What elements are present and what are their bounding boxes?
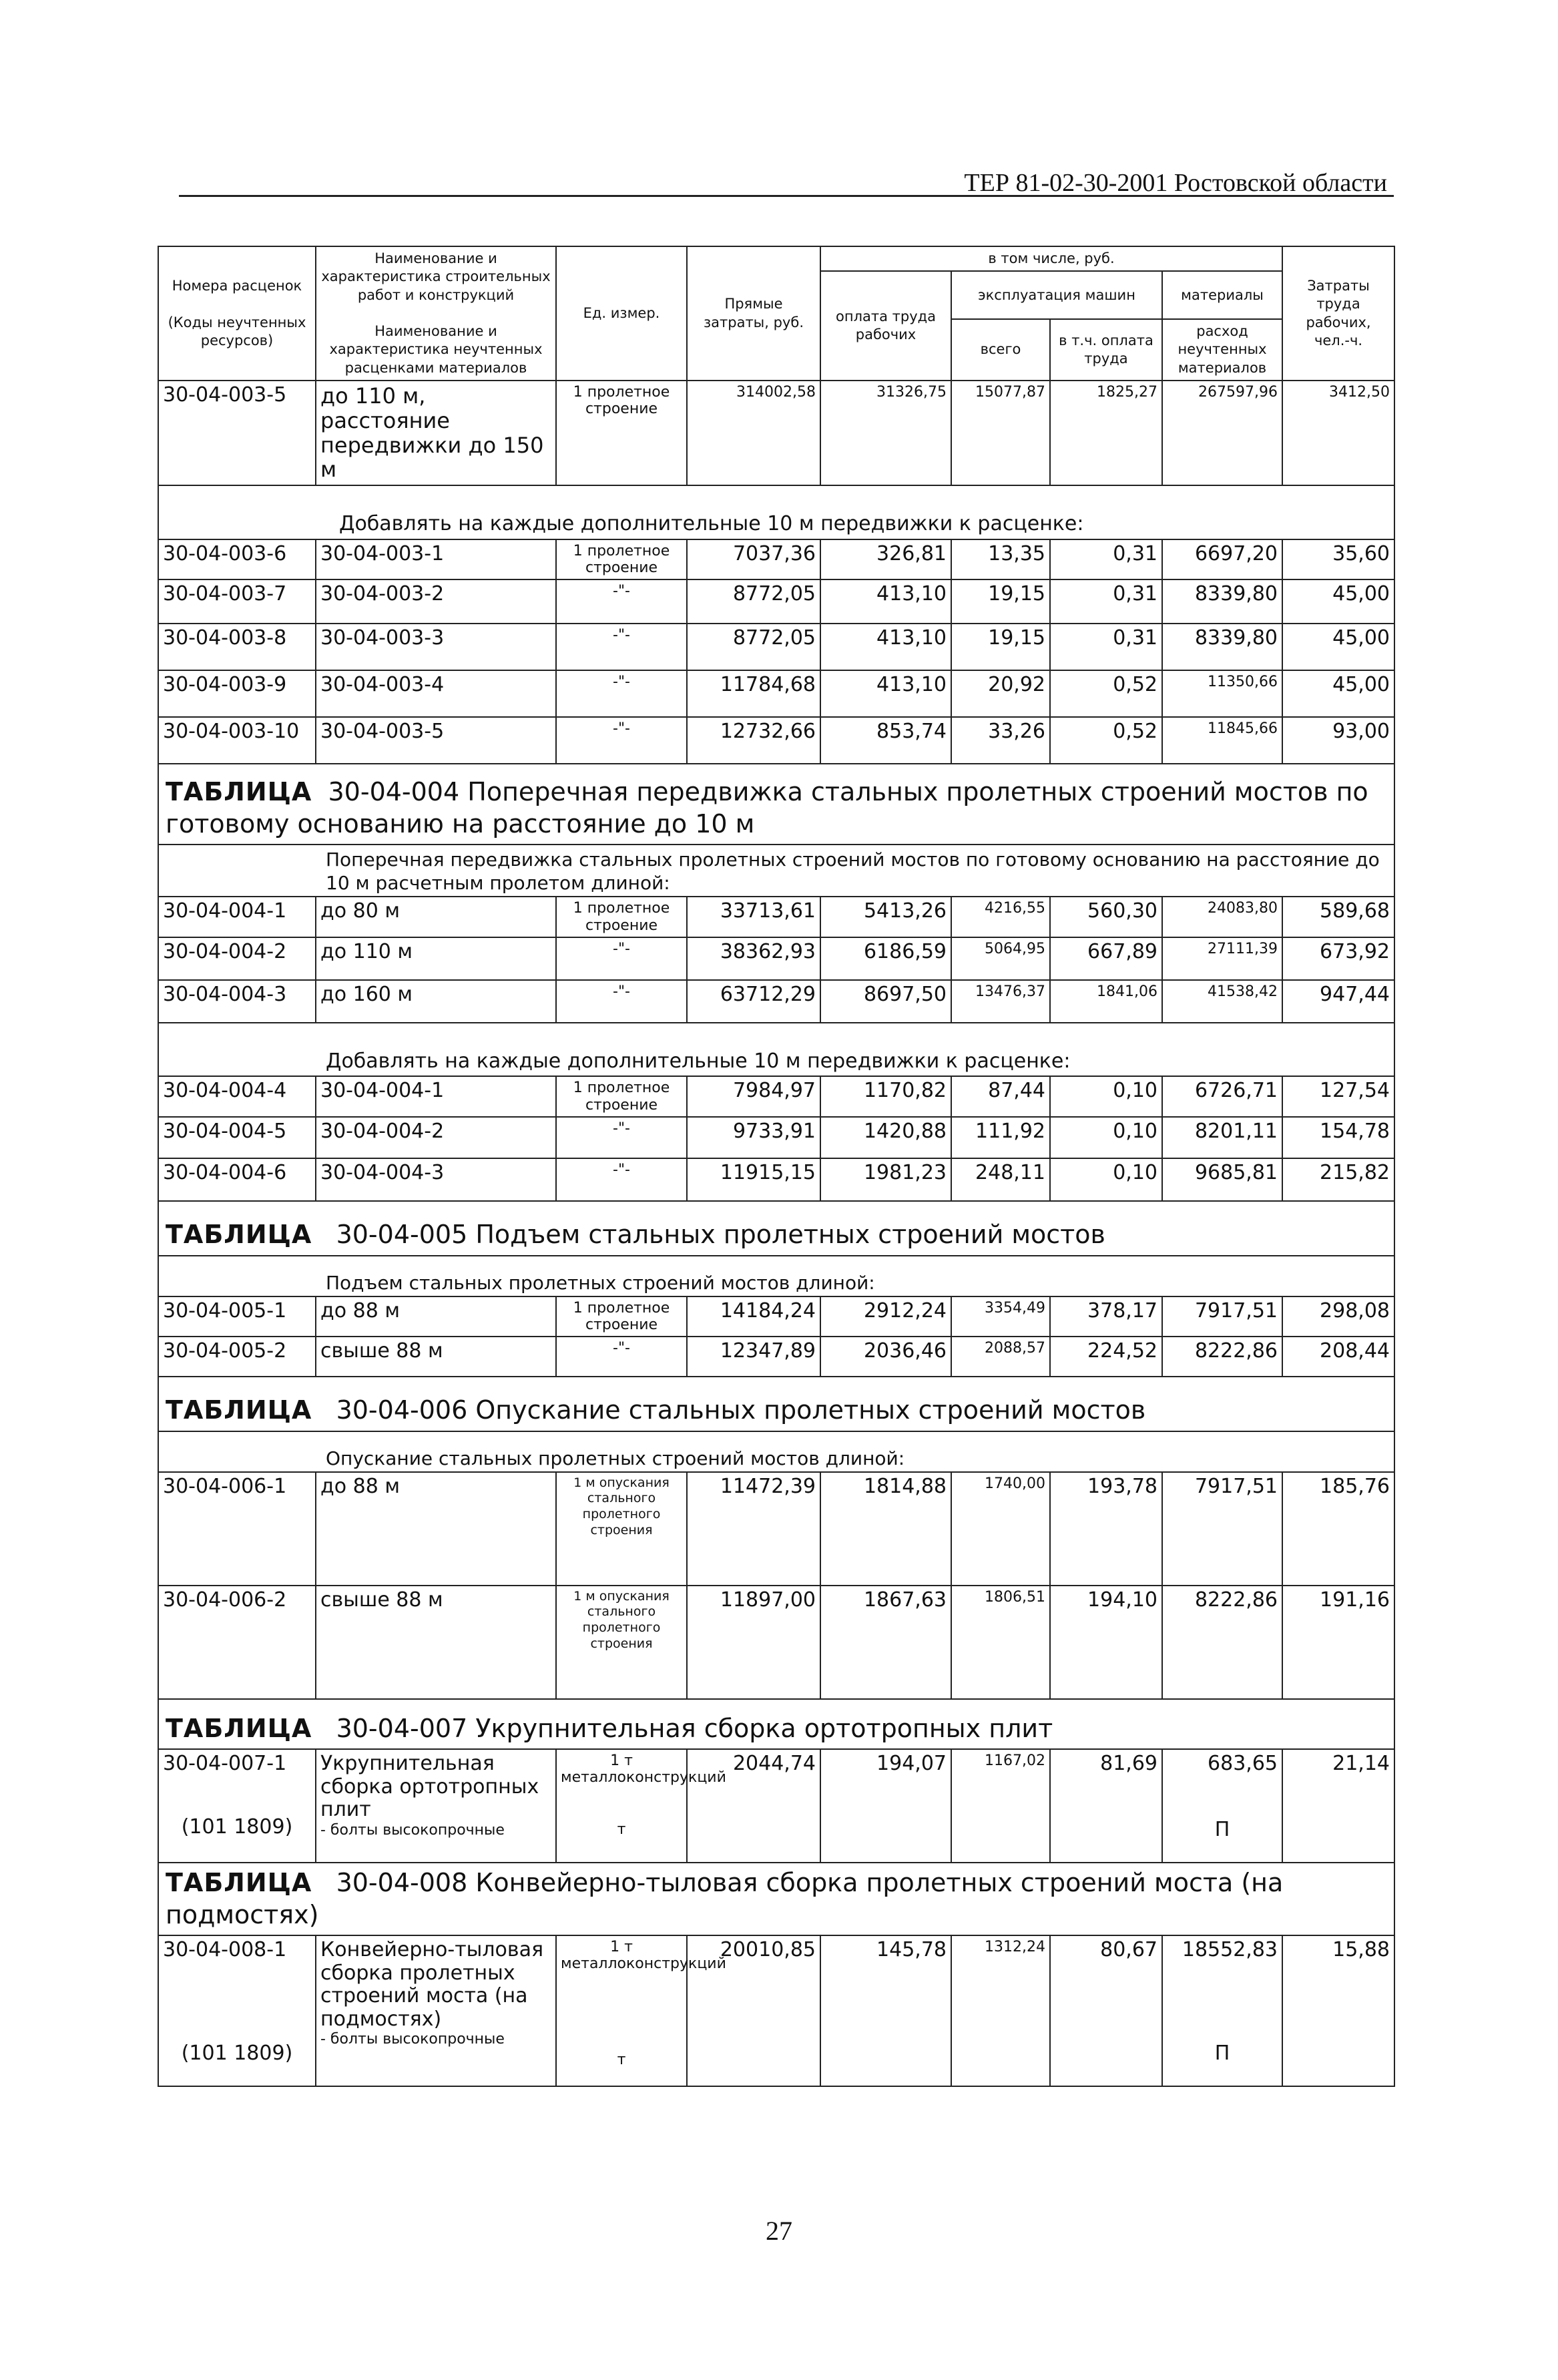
rate-unit: -"- [556,717,687,764]
cell: 185,76 [1282,1472,1394,1586]
col-direct: Прямые затраты, руб. [687,246,820,381]
cell: 15,88 [1282,1935,1394,2086]
rate-name: 30-04-004-2 [316,1117,556,1158]
cell: 3354,49 [951,1296,1050,1337]
cell: 7917,51 [1162,1472,1282,1586]
cell: 12347,89 [687,1337,820,1377]
cell: 8201,11 [1162,1117,1282,1158]
rate-name: 30-04-004-1 [316,1076,556,1117]
rate-unit: 1 м опускания стального пролетного строения [556,1472,687,1586]
cell: 7037,36 [687,539,820,580]
rate-code: 30-04-003-5 [158,381,316,485]
cell: 19,15 [951,579,1050,624]
cell: 9733,91 [687,1117,820,1158]
cell: 35,60 [1282,539,1394,580]
cell: 224,52 [1050,1337,1162,1377]
table-row [158,579,1394,624]
cell: 45,00 [1282,579,1394,624]
cell: 11915,15 [687,1158,820,1201]
rate-unit: 1 пролетное строение [556,897,687,937]
cell: 127,54 [1282,1076,1394,1117]
cell: 4216,55 [951,897,1050,937]
cell: 1420,88 [820,1117,951,1158]
table-row [158,937,1394,980]
table-row [158,1076,1394,1117]
cell: 5413,26 [820,897,951,937]
cell: 13476,37 [951,980,1050,1023]
table-title-text: Конвейерно-тыловая сборка пролетных строений моста (на подмостях) [166,1868,1284,1929]
rate-unit: 1 т металлоконструкций [561,1752,726,1787]
rate-code: 30-04-004-2 [158,937,316,980]
col-name-res: Наименование и характеристика неучтенных расценками материалов [329,323,543,376]
col-hours: Затраты труда рабочих, чел.-ч. [1282,246,1394,381]
cell: 413,10 [820,670,951,717]
cell: 1841,06 [1050,980,1162,1023]
rate-unit: -"- [556,670,687,717]
rate-code: 30-04-004-3 [158,980,316,1023]
resource-name: - болты высокопрочные [320,2031,505,2048]
table-header-row [158,246,1394,271]
cell: 0,10 [1050,1117,1162,1158]
cell: 15077,87 [951,381,1050,485]
cell: 0,10 [1050,1158,1162,1201]
rate-code: 30-04-003-9 [158,670,316,717]
rate-code: 30-04-006-2 [158,1586,316,1699]
rate-code: 30-04-005-2 [158,1337,316,1377]
rate-unit: 1 пролетное строение [556,1296,687,1337]
resource-unit: т [617,1821,626,1838]
cell: 673,92 [1282,937,1394,980]
table-title: ТАБЛИЦА 30-04-005 Подъем стальных пролетных строений мостов [158,1201,1394,1256]
cell: 8772,05 [687,624,820,670]
cell: 298,08 [1282,1296,1394,1337]
rate-name: 30-04-003-3 [316,624,556,670]
rate-unit: 1 пролетное строение [556,539,687,580]
table-row [158,624,1394,670]
cell: 1312,24 [951,1935,1050,2086]
rate-unit: -"- [556,937,687,980]
cell: 1740,00 [951,1472,1050,1586]
rate-code: 30-04-004-4 [158,1076,316,1117]
resource-code: (101 1809) [181,2041,293,2065]
rate-name: до 88 м [316,1472,556,1586]
cell: 11350,66 [1162,670,1282,717]
cell: 194,07 [820,1749,951,1863]
cell: 2044,74 [687,1749,820,1863]
resource-mark: П [1214,1817,1230,1841]
cell: 111,92 [951,1117,1050,1158]
cell: 560,30 [1050,897,1162,937]
cell: 81,69 [1050,1749,1162,1863]
rate-code: 30-04-004-1 [158,897,316,937]
rate-name: до 160 м [316,980,556,1023]
rate-unit: 1 пролетное строение [556,381,687,485]
table-title-text: Укрупнительная сборка ортотропных плит [475,1713,1053,1743]
cell: 1170,82 [820,1076,951,1117]
cell: 326,81 [820,539,951,580]
cell: 21,14 [1282,1749,1394,1863]
table-title: ТАБЛИЦА 30-04-006 Опускание стальных пролетных строений мостов [158,1377,1394,1431]
cell: 191,16 [1282,1586,1394,1699]
cell: 13,35 [951,539,1050,580]
cell: 6186,59 [820,937,951,980]
cell: 267597,96 [1162,381,1282,485]
rate-unit: 1 м опускания стального пролетного строения [556,1586,687,1699]
col-name: Наименование и характеристика строительных работ и конструкций [321,250,551,303]
rate-name: до 110 м [316,937,556,980]
cell: 11472,39 [687,1472,820,1586]
rate-unit: 1 т металлоконструкций [561,1939,726,1973]
cell: 2036,46 [820,1337,951,1377]
table-title-text: Поперечная передвижка стальных пролетных строений мостов по готовому основанию на расстояние до 10 м [166,777,1368,839]
rate-unit: -"- [556,1337,687,1377]
table-subtitle: Поперечная передвижка стальных пролетных строений мостов по готовому основанию на расстояние до 10 м расчетным пролетом длиной: [326,849,1380,895]
cell: 0,52 [1050,717,1162,764]
cell: 20010,85 [687,1935,820,2086]
table-row [158,1586,1394,1699]
rate-unit: -"- [556,1158,687,1201]
table-row [158,1296,1394,1337]
rate-name: Укрупнительная сборка ортотропных плит [320,1752,539,1822]
cell: 19,15 [951,624,1050,670]
cell: 2912,24 [820,1296,951,1337]
cell: 215,82 [1282,1158,1394,1201]
col-labor-pay: оплата труда рабочих [820,271,951,381]
table-row [158,1749,1394,1863]
cell: 683,65 [1208,1752,1278,1776]
resource-code: (101 1809) [181,1815,293,1839]
rate-name: 30-04-003-5 [316,717,556,764]
rate-unit: -"- [556,624,687,670]
running-header [179,168,1394,197]
cell: 63712,29 [687,980,820,1023]
cell: 41538,42 [1162,980,1282,1023]
cell: 0,31 [1050,579,1162,624]
rate-name: свыше 88 м [316,1586,556,1699]
cell: 1167,02 [951,1749,1050,1863]
table-row [158,381,1394,485]
cell: 0,52 [1050,670,1162,717]
cell: 8697,50 [820,980,951,1023]
cell: 11784,68 [687,670,820,717]
table-row [158,717,1394,764]
cell: 8772,05 [687,579,820,624]
cell: 45,00 [1282,670,1394,717]
table-title-text: Опускание стальных пролетных строений мостов [475,1395,1146,1425]
cell: 589,68 [1282,897,1394,937]
section-note: Добавлять на каждые дополнительные 10 м передвижки к расценке: [326,1049,1071,1073]
table-row [158,539,1394,580]
cell: 248,11 [951,1158,1050,1201]
col-incl: в том числе, руб. [820,246,1282,271]
cell: 11897,00 [687,1586,820,1699]
col-unit: Ед. измер. [556,246,687,381]
cell: 87,44 [951,1076,1050,1117]
col-machines-pay: в т.ч. оплата труда [1050,319,1162,381]
cell: 33,26 [951,717,1050,764]
table-title-text: Подъем стальных пролетных строений мостов [475,1220,1105,1250]
table-row [158,1337,1394,1377]
rate-code: 30-04-005-1 [158,1296,316,1337]
rate-unit: -"- [556,1117,687,1158]
cell: 947,44 [1282,980,1394,1023]
rate-code: 30-04-007-1 [163,1752,287,1776]
cell: 0,10 [1050,1076,1162,1117]
rate-code: 30-04-006-1 [158,1472,316,1586]
cell: 8222,86 [1162,1586,1282,1699]
cell: 11845,66 [1162,717,1282,764]
cell: 2088,57 [951,1337,1050,1377]
table-subtitle: Опускание стальных пролетных строений мостов длиной: [326,1447,905,1469]
cell: 413,10 [820,624,951,670]
cell: 7984,97 [687,1076,820,1117]
cell: 8222,86 [1162,1337,1282,1377]
cell: 14184,24 [687,1296,820,1337]
cell: 193,78 [1050,1472,1162,1586]
cell: 1981,23 [820,1158,951,1201]
page-number: 27 [766,2216,792,2246]
price-table [158,246,1395,2087]
col-code: Номера расценок [172,277,302,294]
table-title: ТАБЛИЦА 30-04-008 Конвейерно-тыловая сборка пролетных строений моста (на подмостях) [158,1863,1394,1935]
rate-name: 30-04-003-1 [316,539,556,580]
col-machines-total: всего [951,319,1050,381]
resource-mark: П [1214,2041,1230,2065]
rate-code: 30-04-003-10 [158,717,316,764]
rate-name: 30-04-003-2 [316,579,556,624]
cell: 154,78 [1282,1117,1394,1158]
table-row [158,897,1394,937]
price-table-sheet [158,246,1394,2087]
rate-name: Конвейерно-тыловая сборка пролетных строений моста (на подмостях) [320,1938,543,2031]
col-machines: эксплуатация машин [951,271,1162,319]
section-note: Добавлять на каждые дополнительные 10 м передвижки к расценке: [339,512,1084,536]
cell: 93,00 [1282,717,1394,764]
cell: 1806,51 [951,1586,1050,1699]
cell: 413,10 [820,579,951,624]
rate-unit: -"- [556,980,687,1023]
cell: 378,17 [1050,1296,1162,1337]
cell: 31326,75 [820,381,951,485]
cell: 45,00 [1282,624,1394,670]
rate-name: до 88 м [316,1296,556,1337]
table-row [158,1935,1394,2086]
cell: 9685,81 [1162,1158,1282,1201]
rate-code: 30-04-004-6 [158,1158,316,1201]
cell: 1814,88 [820,1472,951,1586]
cell: 24083,80 [1162,897,1282,937]
table-title: ТАБЛИЦА 30-04-004 Поперечная передвижка стальных пролетных строений мостов по готовому основанию на расстояние до 10 м [158,764,1394,845]
rate-name: 30-04-003-4 [316,670,556,717]
table-subtitle: Подъем стальных пролетных строений мостов длиной: [326,1271,875,1294]
table-row [158,1117,1394,1158]
cell: 7917,51 [1162,1296,1282,1337]
resource-name: - болты высокопрочные [320,1821,505,1839]
cell: 6726,71 [1162,1076,1282,1117]
cell: 33713,61 [687,897,820,937]
rate-name: 30-04-004-3 [316,1158,556,1201]
cell: 8339,80 [1162,579,1282,624]
cell: 853,74 [820,717,951,764]
rate-unit: 1 пролетное строение [556,1076,687,1117]
table-row [158,670,1394,717]
cell: 1867,63 [820,1586,951,1699]
cell: 1825,27 [1050,381,1162,485]
cell: 0,31 [1050,624,1162,670]
cell: 6697,20 [1162,539,1282,580]
table-row [158,980,1394,1023]
cell: 18552,83 [1182,1938,1278,1962]
resource-unit: т [617,2051,626,2068]
rate-code: 30-04-003-6 [158,539,316,580]
table-title: ТАБЛИЦА 30-04-007 Укрупнительная сборка ортотропных плит [158,1699,1394,1750]
rate-name: до 110 м, расстояние передвижки до 150 м [316,381,556,485]
rate-name: до 80 м [316,897,556,937]
table-row [158,1472,1394,1586]
rate-unit: -"- [556,579,687,624]
cell: 194,10 [1050,1586,1162,1699]
cell: 314002,58 [687,381,820,485]
header-text: ТЕР 81-02-30-2001 Ростовской области [964,169,1387,197]
cell: 80,67 [1050,1935,1162,2086]
col-code-res: (Коды неучтенных ресурсов) [168,314,306,348]
cell: 12732,66 [687,717,820,764]
col-materials: материалы [1162,271,1282,319]
cell: 20,92 [951,670,1050,717]
cell: 3412,50 [1282,381,1394,485]
cell: 208,44 [1282,1337,1394,1377]
cell: 8339,80 [1162,624,1282,670]
col-materials-sub: расход неучтенных материалов [1162,319,1282,381]
cell: 5064,95 [951,937,1050,980]
cell: 145,78 [820,1935,951,2086]
rate-code: 30-04-004-5 [158,1117,316,1158]
cell: 0,31 [1050,539,1162,580]
rate-code: 30-04-008-1 [163,1938,287,1962]
table-row [158,1158,1394,1201]
rate-code: 30-04-003-8 [158,624,316,670]
cell: 667,89 [1050,937,1162,980]
rate-name: свыше 88 м [316,1337,556,1377]
cell: 27111,39 [1162,937,1282,980]
rate-code: 30-04-003-7 [158,579,316,624]
cell: 38362,93 [687,937,820,980]
